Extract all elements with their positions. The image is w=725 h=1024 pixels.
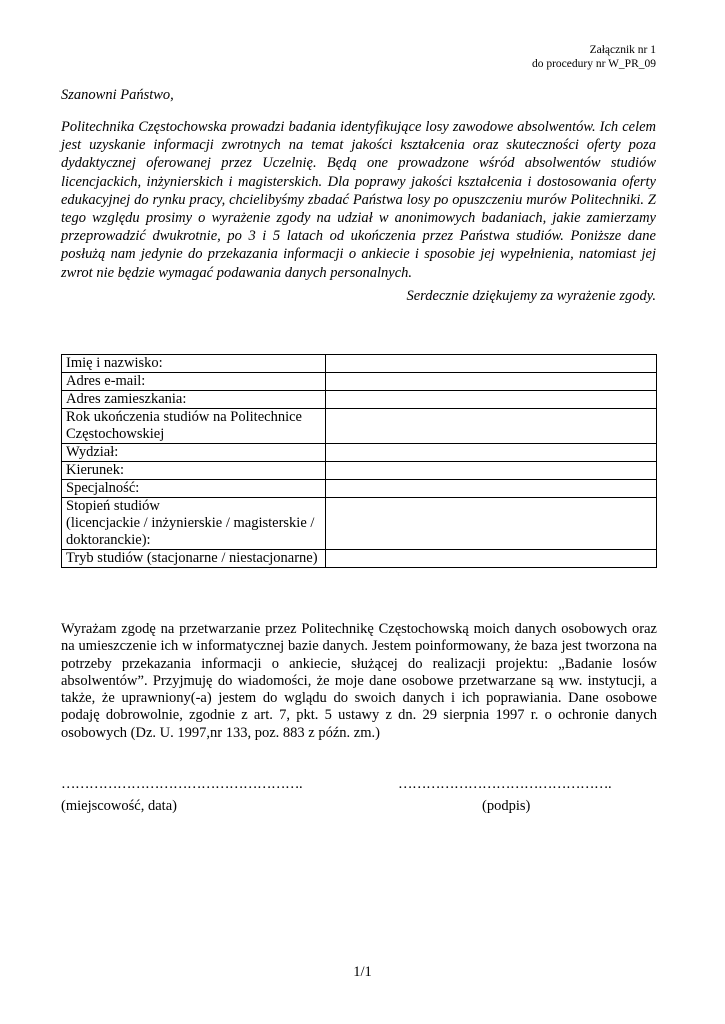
form-field-label: Tryb studiów (stacjonarne / niestacjonarne) xyxy=(62,550,326,568)
letter-greeting: Szanowni Państwo, xyxy=(61,87,174,103)
page-number: 1/1 xyxy=(353,964,372,980)
form-field-value[interactable] xyxy=(326,391,657,409)
form-field-value[interactable] xyxy=(326,373,657,391)
form-field-value[interactable] xyxy=(326,462,657,480)
consent-statement: Wyrażam zgodę na przetwarzanie przez Politechnikę Częstochowską moich danych osobowych oraz na umieszczenie ich w informatycznej bazie danych. Jestem poinformowany, że baza jest tworzona na potrzeby przekazania informacji o ankiecie, służącej do realizacji projektu: „Badanie losów absolwentów”. Przyjmuję do wiadomości, że moje dane osobowe przetwarzane są ww. instytucji, a także, że uprawniony(-a) jestem do wglądu do swoich danych i ich poprawiania. Dane osobowe podaję dobrowolnie, zgodnie z art. 7, pkt. 5 ustawy z dn. 29 sierpnia 1997 r. o ochronie danych osobowych (Dz. U. 1997,nr 133, poz. 883 z późn. zm.) xyxy=(61,621,657,741)
letter-thanks: Serdecznie dziękujemy za wyrażenie zgody. xyxy=(406,288,656,304)
form-field-label: Specjalność: xyxy=(62,480,326,498)
form-field-label: Adres zamieszkania: xyxy=(62,391,326,409)
place-date-line: ……………………………………………. xyxy=(61,776,303,792)
form-row xyxy=(62,444,657,462)
form-field-label: Stopień studiów (licencjackie / inżynierskie / magisterskie / doktoranckie): xyxy=(62,498,326,550)
form-row xyxy=(62,373,657,391)
place-date-caption: (miejscowość, data) xyxy=(61,798,177,814)
form-row xyxy=(62,498,657,550)
attachment-reference xyxy=(532,43,656,71)
form-row xyxy=(62,391,657,409)
attachment-number: Załącznik nr 1 xyxy=(589,44,656,56)
form-row xyxy=(62,480,657,498)
form-field-value[interactable] xyxy=(326,498,657,550)
signature-caption: (podpis) xyxy=(482,798,531,814)
signature-line: ………………………………………. xyxy=(398,776,612,792)
form-field-label: Wydział: xyxy=(62,444,326,462)
form-row xyxy=(62,462,657,480)
form-row xyxy=(62,550,657,568)
form-field-label: Rok ukończenia studiów na Politechnice Częstochowskiej xyxy=(62,409,326,444)
form-field-label: Adres e-mail: xyxy=(62,373,326,391)
form-row xyxy=(62,409,657,444)
personal-data-table xyxy=(61,354,657,568)
form-field-value[interactable] xyxy=(326,444,657,462)
form-field-value[interactable] xyxy=(326,409,657,444)
form-row xyxy=(62,355,657,373)
letter-body: Politechnika Częstochowska prowadzi badania identyfikujące losy zawodowe absolwentów. Ich celem jest uzyskanie informacji zwrotnych na temat jakości kształcenia oraz skuteczności oferty poza dydaktycznej oferowanej przez Uczelnię. Będą one prowadzone wśród absolwentów studiów licencjackich, inżynierskich i magisterskich. Dla poprawy jakości kształcenia i dostosowania oferty edukacyjnej do rynku pracy, chcielibyśmy zbadać Państwa losy po opuszczeniu murów Politechniki. Z tego względu prosimy o wyrażenie zgody na udział w anonimowych badaniach, jakie zamierzamy przeprowadzić dwukrotnie, po 3 i 5 latach od ukończenia przez Państwa studiów. Poniższe dane posłużą nam jedynie do przekazania informacji o ankiecie i sposobie jej wypełnienia, natomiast jej zwrot nie będzie wymagać podawania danych personalnych. xyxy=(61,119,656,281)
form-field-label: Kierunek: xyxy=(62,462,326,480)
form-field-value[interactable] xyxy=(326,550,657,568)
form-field-label: Imię i nazwisko: xyxy=(62,355,326,373)
procedure-number: do procedury nr W_PR_09 xyxy=(531,58,656,70)
form-field-value[interactable] xyxy=(326,480,657,498)
form-field-value[interactable] xyxy=(326,355,657,373)
